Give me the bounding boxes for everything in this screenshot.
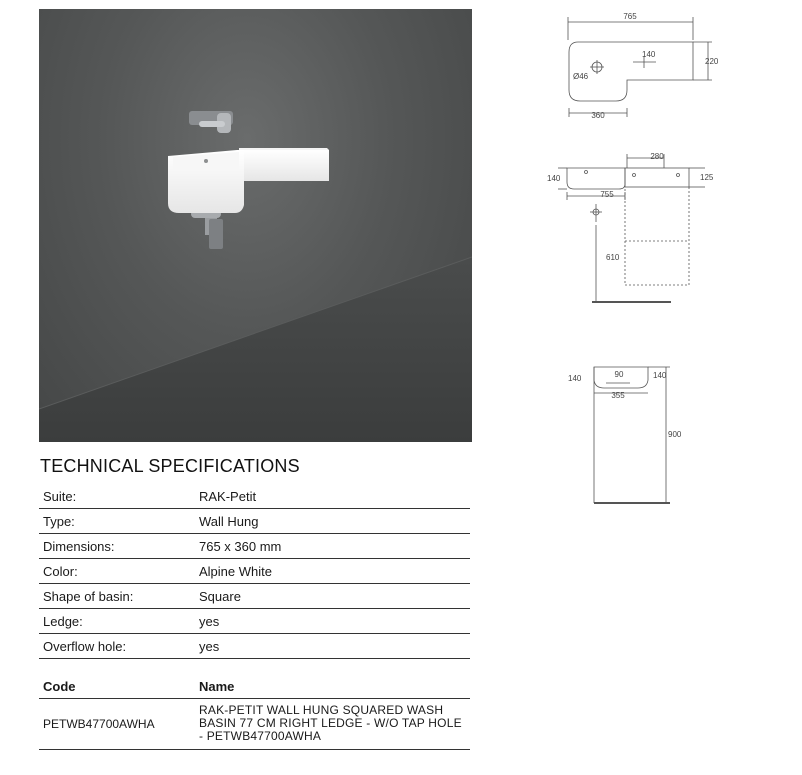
product-photo-art <box>39 9 472 442</box>
spec-value: Alpine White <box>195 559 470 584</box>
spec-value: yes <box>195 634 470 659</box>
spec-label: Shape of basin: <box>39 584 195 609</box>
spec-row-suite <box>39 484 470 509</box>
code-header: Code <box>43 679 76 694</box>
technical-drawings <box>530 0 770 520</box>
spec-value: yes <box>195 609 470 634</box>
dim-label: 140 <box>568 374 582 383</box>
spec-row-shape <box>39 584 470 609</box>
spec-label: Suite: <box>39 484 195 509</box>
dim-label: 140 <box>642 50 656 59</box>
dim-label: 900 <box>668 430 682 439</box>
dim-label: 90 <box>614 370 624 379</box>
dim-label: 140 <box>547 174 561 183</box>
spec-label: Ledge: <box>39 609 195 634</box>
name-header: Name <box>199 679 235 694</box>
dim-label: 280 <box>650 152 664 161</box>
dim-label: 355 <box>611 391 625 400</box>
spec-row-color <box>39 559 470 584</box>
divider <box>39 749 470 750</box>
spec-value: RAK-Petit <box>195 484 470 509</box>
spec-label: Overflow hole: <box>39 634 195 659</box>
dim-label: 765 <box>623 12 637 21</box>
spec-row-overflow <box>39 634 470 659</box>
dim-label: 360 <box>591 111 605 120</box>
product-photo <box>39 9 472 442</box>
dim-label: 610 <box>606 253 620 262</box>
divider <box>39 698 470 699</box>
dim-label: 140 <box>653 371 667 380</box>
dim-label: 755 <box>600 190 614 199</box>
spec-label: Color: <box>39 559 195 584</box>
spec-value: Square <box>195 584 470 609</box>
spec-title: TECHNICAL SPECIFICATIONS <box>40 456 300 476</box>
spec-row-dimensions <box>39 534 470 559</box>
spec-value: 765 x 360 mm <box>195 534 470 559</box>
spec-label: Dimensions: <box>39 534 195 559</box>
spec-row-type <box>39 509 470 534</box>
dim-label: 125 <box>700 173 714 182</box>
product-code: PETWB47700AWHA <box>43 717 155 731</box>
dim-label: Ø46 <box>573 72 589 81</box>
spec-label: Type: <box>39 509 195 534</box>
spec-value: Wall Hung <box>195 509 470 534</box>
dim-label: 220 <box>705 57 719 66</box>
spec-table <box>39 484 470 659</box>
product-name: RAK-PETIT WALL HUNG SQUARED WASH BASIN 77 CM RIGHT LEDGE - W/O TAP HOLE - PETWB47700AWHA <box>199 703 462 743</box>
spec-row-ledge <box>39 609 470 634</box>
